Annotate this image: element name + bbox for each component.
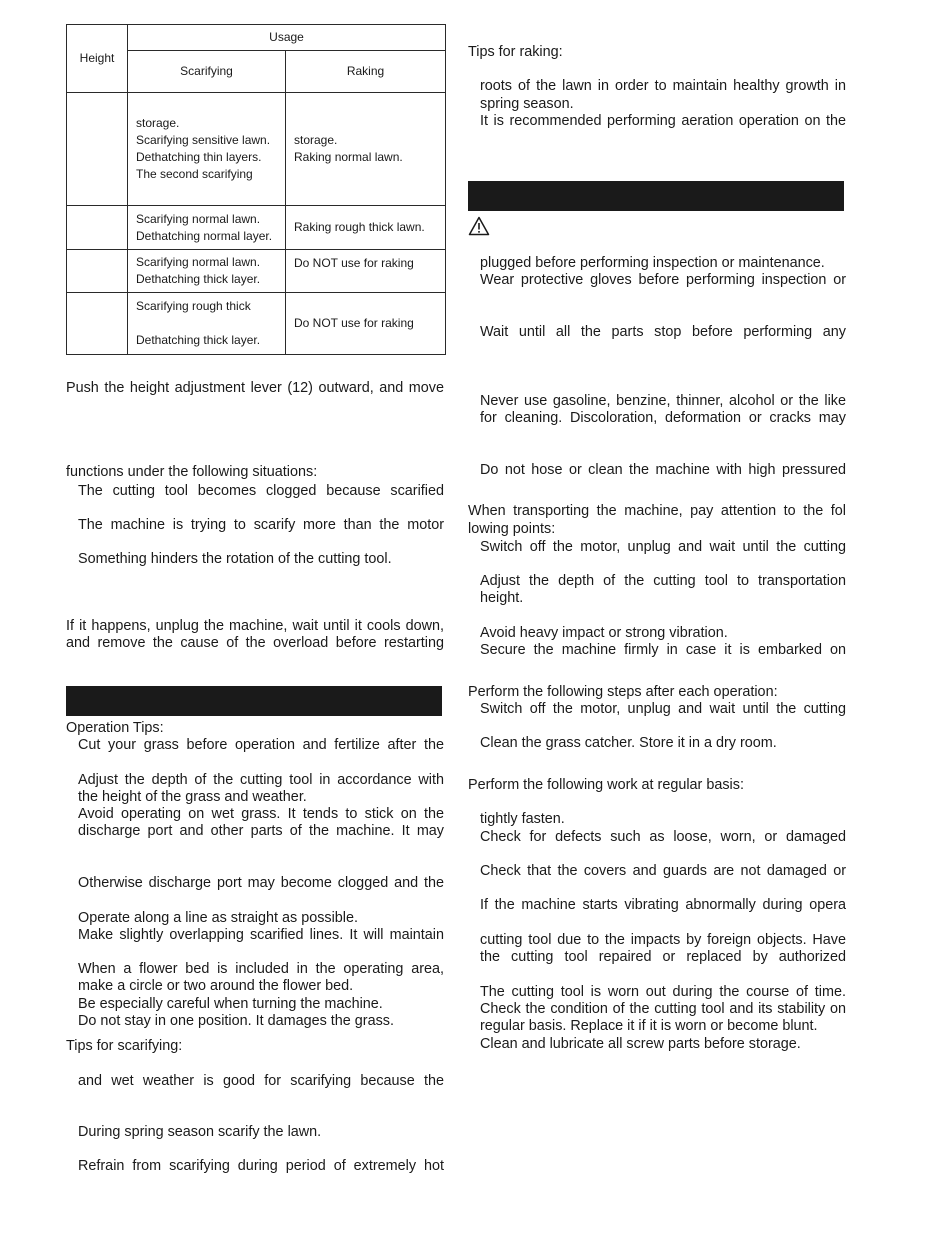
maintenance-item: Wear protective gloves before performing inspection or [480, 272, 846, 288]
operation-tip: Be especially careful when turning the machine. [78, 996, 383, 1012]
operation-tip: Operate along a line as straight as possible. [78, 910, 358, 926]
section-header-bar [66, 686, 442, 716]
regular-work-item: Check the condition of the cutting tool and its stability on [480, 1001, 846, 1017]
maintenance-item: Wait until all the parts stop before performing any [480, 324, 846, 340]
transport-item: height. [480, 590, 524, 606]
table-cell-scarifying [128, 206, 286, 250]
raking-tip: spring season. [480, 96, 574, 112]
table-cell-scarifying [128, 93, 286, 206]
regular-work-intro: Perform the following work at regular basis: [468, 777, 744, 793]
operation-tip: Make slightly overlapping scarified lines. It will maintain [78, 927, 444, 943]
cell-line: Dethatching thick layer. [136, 272, 261, 286]
raking-tip: roots of the lawn in order to maintain healthy growth in [480, 78, 846, 94]
table-cell-raking [286, 206, 446, 250]
cell-line: Do NOT use for raking [294, 256, 414, 270]
usage-table [66, 24, 446, 355]
cell-line: Raking normal lawn. [294, 150, 403, 164]
regular-work-item: regular basis. Replace it if it is worn or become blunt. [480, 1018, 818, 1034]
table-header-scarifying: Scarifying [128, 51, 286, 93]
cell-line: Dethatching thin layers. [136, 150, 262, 164]
table-cell-scarifying [128, 250, 286, 293]
scarify-tip: During spring season scarify the lawn. [78, 1124, 322, 1140]
height-adjust-text: Push the height adjustment lever (12) outward, and move [66, 380, 444, 396]
regular-work-item: Check for defects such as loose, worn, or damaged [480, 829, 846, 845]
maintenance-item: plugged before performing inspection or maintenance. [480, 255, 825, 271]
transport-item: Secure the machine firmly in case it is embarked on [480, 642, 846, 658]
transport-intro: lowing points: [468, 521, 556, 537]
cell-line [136, 315, 277, 332]
restart-text: If it happens, unplug the machine, wait until it cools down, [66, 618, 444, 634]
cell-line: Scarifying normal lawn. [136, 255, 261, 269]
regular-work-item: The cutting tool is worn out during the course of time. [480, 984, 846, 1000]
regular-work-item: If the machine starts vibrating abnormally during opera [480, 897, 846, 913]
cell-line: storage. [294, 133, 338, 147]
cell-line: storage. [136, 116, 180, 130]
table-cell-raking [286, 93, 446, 206]
transport-intro: When transporting the machine, pay attention to the fol [468, 503, 846, 519]
regular-work-item: Clean and lubricate all screw parts before storage. [480, 1036, 801, 1052]
restart-text: and remove the cause of the overload before restarting [66, 635, 444, 651]
maintenance-item: Do not hose or clean the machine with high pressured [480, 462, 846, 478]
operation-tip: Adjust the depth of the cutting tool in accordance with [78, 772, 444, 788]
overload-item: The machine is trying to scarify more than the motor [78, 517, 444, 533]
scarify-tip: Refrain from scarifying during period of extremely hot [78, 1158, 444, 1174]
transport-item: Switch off the motor, unplug and wait until the cutting [480, 539, 846, 555]
regular-work-item: tightly fasten. [480, 811, 565, 827]
table-header-height: Height [67, 25, 128, 93]
operation-tip: Do not stay in one position. It damages the grass. [78, 1013, 394, 1029]
after-operation-intro: Perform the following steps after each operation: [468, 684, 778, 700]
table-row [67, 206, 446, 250]
regular-work-item: cutting tool due to the impacts by foreign objects. Have [480, 932, 846, 948]
cell-line: Raking rough thick lawn. [294, 220, 425, 234]
operation-tip: Otherwise discharge port may become clogged and the [78, 875, 444, 891]
cell-line: Dethatching thick layer. [136, 333, 261, 347]
cell-line: The second scarifying [136, 167, 253, 181]
regular-work-item: the cutting tool repaired or replaced by authorized [480, 949, 846, 965]
table-row [67, 293, 446, 355]
maintenance-item: for cleaning. Discoloration, deformation or cracks may [480, 410, 846, 426]
after-operation-item: Switch off the motor, unplug and wait until the cutting [480, 701, 846, 717]
operation-tips-title: Operation Tips: [66, 720, 164, 736]
overload-intro: functions under the following situations: [66, 464, 318, 480]
scarify-tips-title: Tips for scarifying: [66, 1038, 183, 1054]
table-row [67, 250, 446, 293]
after-operation-item: Clean the grass catcher. Store it in a dry room. [480, 735, 777, 751]
operation-tip: discharge port and other parts of the machine. It may [78, 823, 444, 839]
cell-line: Scarifying rough thick [136, 299, 251, 313]
cell-line: Dethatching normal layer. [136, 228, 273, 243]
transport-item: Avoid heavy impact or strong vibration. [480, 625, 728, 641]
maintenance-item: Never use gasoline, benzine, thinner, alcohol or the like [480, 393, 846, 409]
cell-line: Do NOT use for raking [294, 316, 414, 330]
operation-tip: make a circle or two around the flower bed. [78, 978, 354, 994]
overload-item: Something hinders the rotation of the cutting tool. [78, 551, 392, 567]
table-cell-height [67, 250, 128, 293]
operation-tip: Cut your grass before operation and fertilize after the [78, 737, 444, 753]
table-cell-height [67, 206, 128, 250]
table-header-usage: Usage [128, 25, 446, 51]
table-cell-raking [286, 250, 446, 293]
table-header-raking: Raking [286, 51, 446, 93]
scarify-tip: and wet weather is good for scarifying because the [78, 1073, 444, 1089]
transport-item: Adjust the depth of the cutting tool to transportation [480, 573, 846, 589]
cell-line: Scarifying sensitive lawn. [136, 133, 271, 147]
table-cell-height [67, 293, 128, 355]
table-cell-scarifying [128, 293, 286, 355]
table-row [67, 93, 446, 206]
raking-tips-title: Tips for raking: [468, 44, 563, 60]
operation-tip: the height of the grass and weather. [78, 789, 307, 805]
cell-line: Scarifying normal lawn. [136, 211, 261, 226]
operation-tip: When a flower bed is included in the operating area, [78, 961, 444, 977]
raking-tip: It is recommended performing aeration operation on the [480, 113, 846, 129]
warning-triangle-icon [468, 216, 490, 236]
regular-work-item: Check that the covers and guards are not damaged or [480, 863, 846, 879]
table-cell-raking [286, 293, 446, 355]
section-header-bar [468, 181, 844, 211]
operation-tip: Avoid operating on wet grass. It tends to stick on the [78, 806, 444, 822]
table-cell-height [67, 93, 128, 206]
overload-item: The cutting tool becomes clogged because scarified [78, 483, 444, 499]
